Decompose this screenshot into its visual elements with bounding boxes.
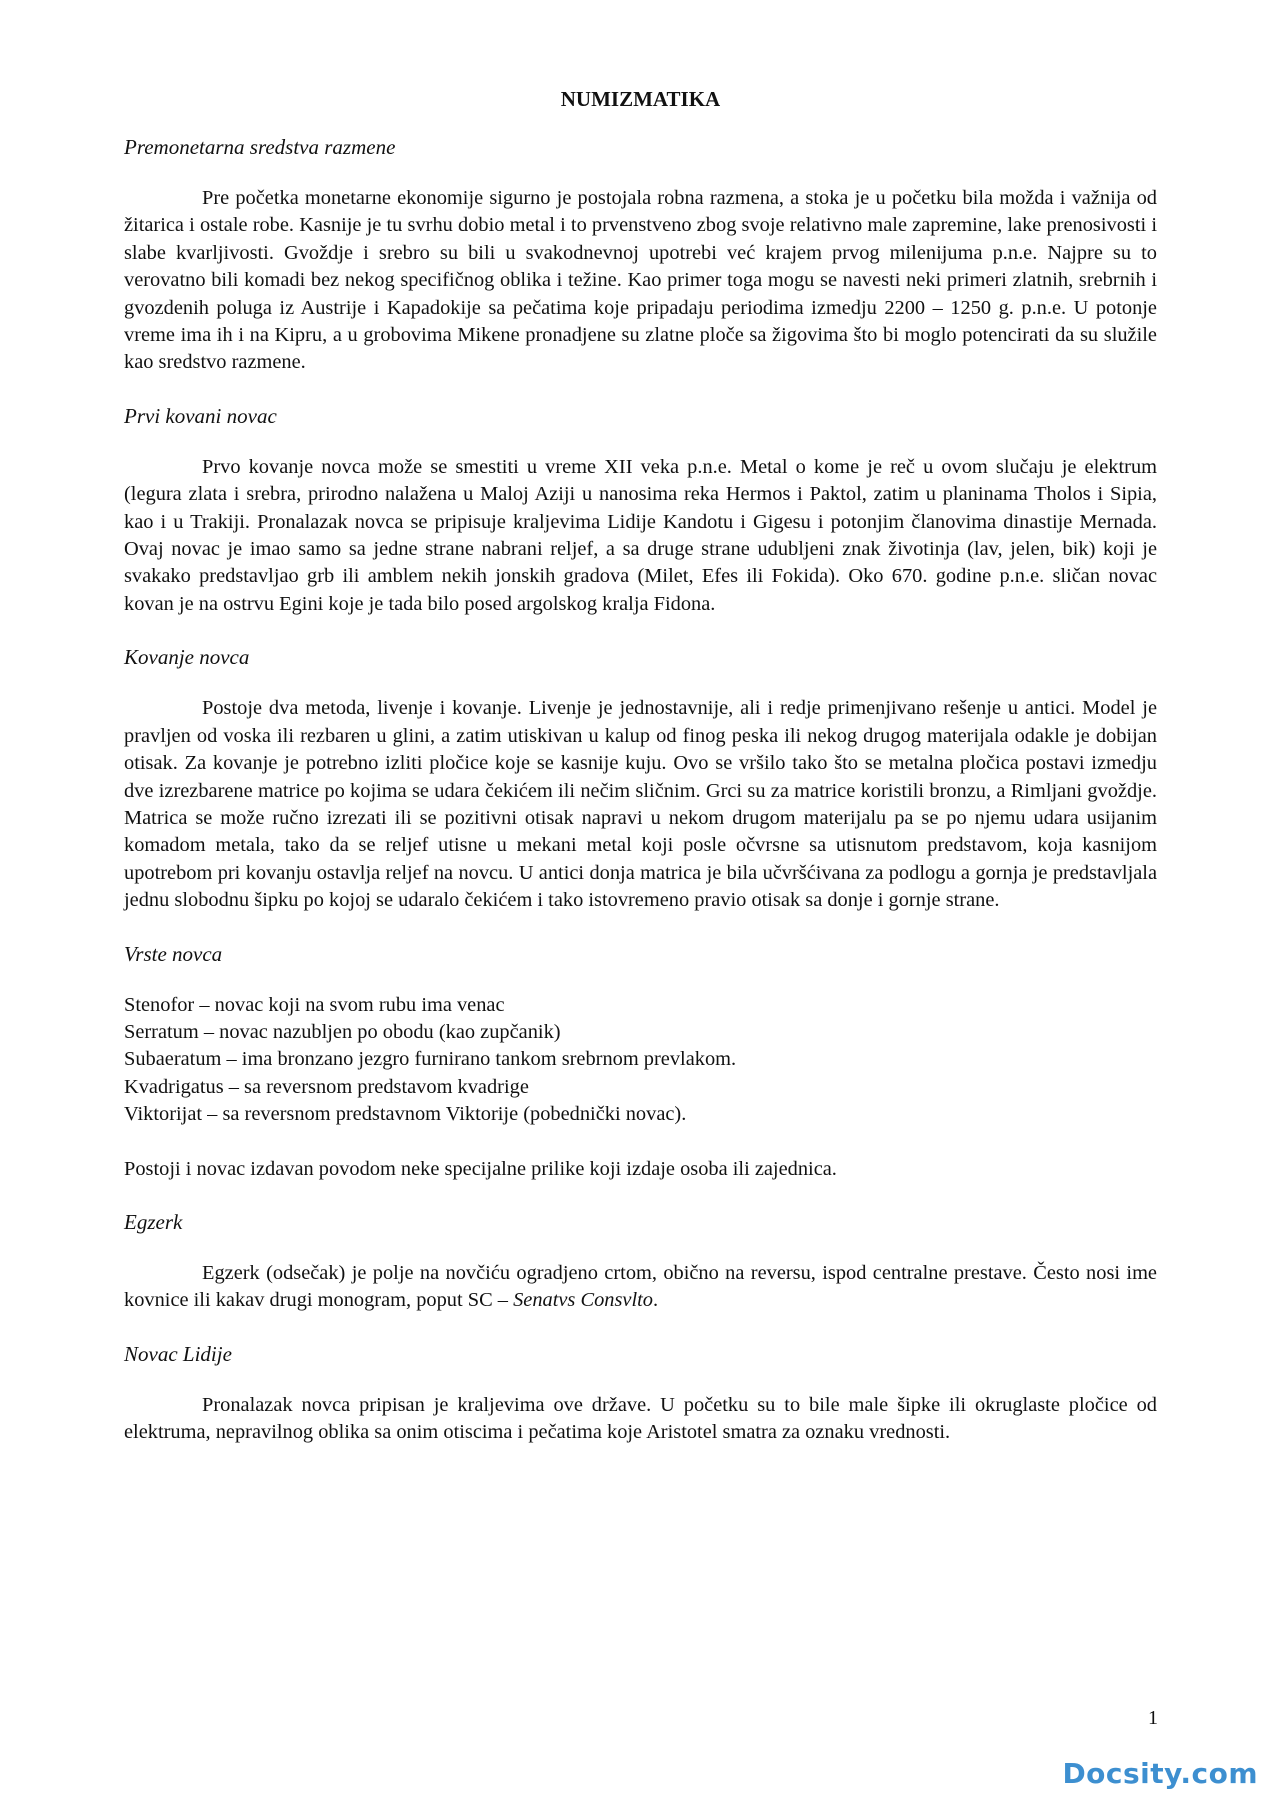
egzerk-text-end: .: [652, 1289, 659, 1312]
section-heading: Novac Lidije: [124, 1341, 232, 1366]
page-number: 1: [1148, 1707, 1158, 1729]
document-page: [124, 86, 1157, 1473]
section-paragraph: [124, 1260, 1157, 1315]
coin-types-list: [124, 992, 1157, 1129]
list-item: Subaeratum – ima bronzano jezgro furnirano tankom srebrnom prevlakom.: [124, 1048, 737, 1071]
egzerk-italic-text: Senatvs Consvlto: [513, 1289, 653, 1312]
section-heading: Premonetarna sredstva razmene: [124, 135, 396, 159]
section-paragraph: Pre početka monetarne ekonomije sigurno je postojala robna razmena, a stoka je u početku bila možda i važnija od žitarica i ostale robe. Kasnije je tu svrhu dobio metal i to prvenstveno zbog svoje relativno male zapremine, lake prenosivosti i slabe kvarljivosti. Gvoždje i srebro su bili u svakodnevnoj upotrebi već krajem prvog milenijuma p.n.e. Najpre su to verovatno bili komadi bez nekog specifičnog oblika i težine. Kao primer toga mogu se navesti neki primeri zlatnih, srebrnih i gvozdenih poluga iz Austrije i Kapadokije sa pečatima koje pripadaju periodima izmedju 2200 – 1250 g. p.n.e. U potonje vreme ima ih i na Kipru, a u grobovima Mikene pronadjene su zlatne ploče sa žigovima što bi moglo potencirati da su služile kao sredstvo razmene.: [124, 187, 1157, 374]
document-title: NUMIZMATIKA: [560, 87, 721, 111]
list-item: Serratum – novac nazubljen po obodu (kao zupčanik): [124, 1020, 561, 1043]
section-paragraph: Postoje dva metoda, livenje i kovanje. Livenje je jednostavnije, ali i redje primenjivano rešenje u antici. Model je pravljen od voska ili rezbaren u glini, a zatim utiskivan u kalup od finog peska ili nekog drugog materijala odakle je dobijan otisak. Za kovanje je potrebno izliti pločice koje se kasnije kuju. Ovo se vršilo tako što se metalna pločica postavi izmedju dve izrezbarene matrice po kojima se udara čekićem ili nečim sličnim. Grci su za matrice koristili bronzu, a Rimljani gvoždje. Matrica se može ručno izrezati ili se pozitivni otisak napravi u nekom drugom materijalu pa se po njemu udara usijanim komadom metala, tako da se reljef utisne u mekani metal koji posle očvrsne sa utisnutom predstavom, koja kasnijom upotrebom pri kovanju ostavlja reljef na novcu. U antici donja matrica je bila učvršćivana za podlogu a gornja je predstavljala jednu slobodnu šipku po kojoj se udaralo čekićem i tako istovremeno pravio otisak sa donje i gornje strane.: [124, 697, 1157, 912]
egzerk-text: Egzerk (odsečak) je polje na novčiću ogradjeno crtom, obično na reversu, ispod centralne prestave. Često nosi ime kovnice ili kakav drugi monogram, poput SC –: [124, 1261, 1157, 1312]
list-item: Viktorijat – sa reversnom predstavnom Viktorije (pobednički novac).: [124, 1103, 687, 1126]
section-note: Postoji i novac izdavan povodom neke specijalne prilike koji izdaje osoba ili zajednica.: [124, 1157, 837, 1180]
list-item: Kvadrigatus – sa reversnom predstavom kvadrige: [124, 1075, 529, 1098]
section-paragraph: Prvo kovanje novca može se smestiti u vreme XII veka p.n.e. Metal o kome je reč u ovom slučaju je elektrum (legura zlata i srebra, prirodno nalažena u Maloj Aziji u nanosima reka Hermos i Paktol, zatim u planinama Tholos i Sipia, kao i u Trakiji. Pronalazak novca se pripisuje kraljevima Lidije Kandotu i Gigesu i potonjim članovima dinastije Mernada. Ovaj novac je imao samo sa jedne strane nabrani reljef, a sa druge strane udubljeni znak životinja (lav, jelen, bik) koji je svakako predstavljao grb ili amblem nekih jonskih gradova (Milet, Efes ili Fokida). Oko 670. godine p.n.e. sličan novac kovan je na ostrvu Egini koje je tada bilo posed argolskog kralja Fidona.: [124, 455, 1157, 615]
section-heading: Egzerk: [124, 1209, 183, 1234]
docsity-watermark-link[interactable]: Docsity.com: [1062, 1757, 1258, 1790]
section-heading: Vrste novca: [124, 941, 223, 966]
list-item: Stenofor – novac koji na svom rubu ima venac: [124, 993, 505, 1016]
section-heading: Prvi kovani novac: [124, 403, 277, 428]
section-heading: Kovanje novca: [124, 645, 250, 670]
section-paragraph: Pronalazak novca pripisan je kraljevima ove države. U početku su to bile male šipke ili okruglaste pločice od elektruma, nepravilnog oblika sa onim otiscima i pečatima koje Aristotel smatra za oznaku vrednosti.: [124, 1393, 1157, 1444]
